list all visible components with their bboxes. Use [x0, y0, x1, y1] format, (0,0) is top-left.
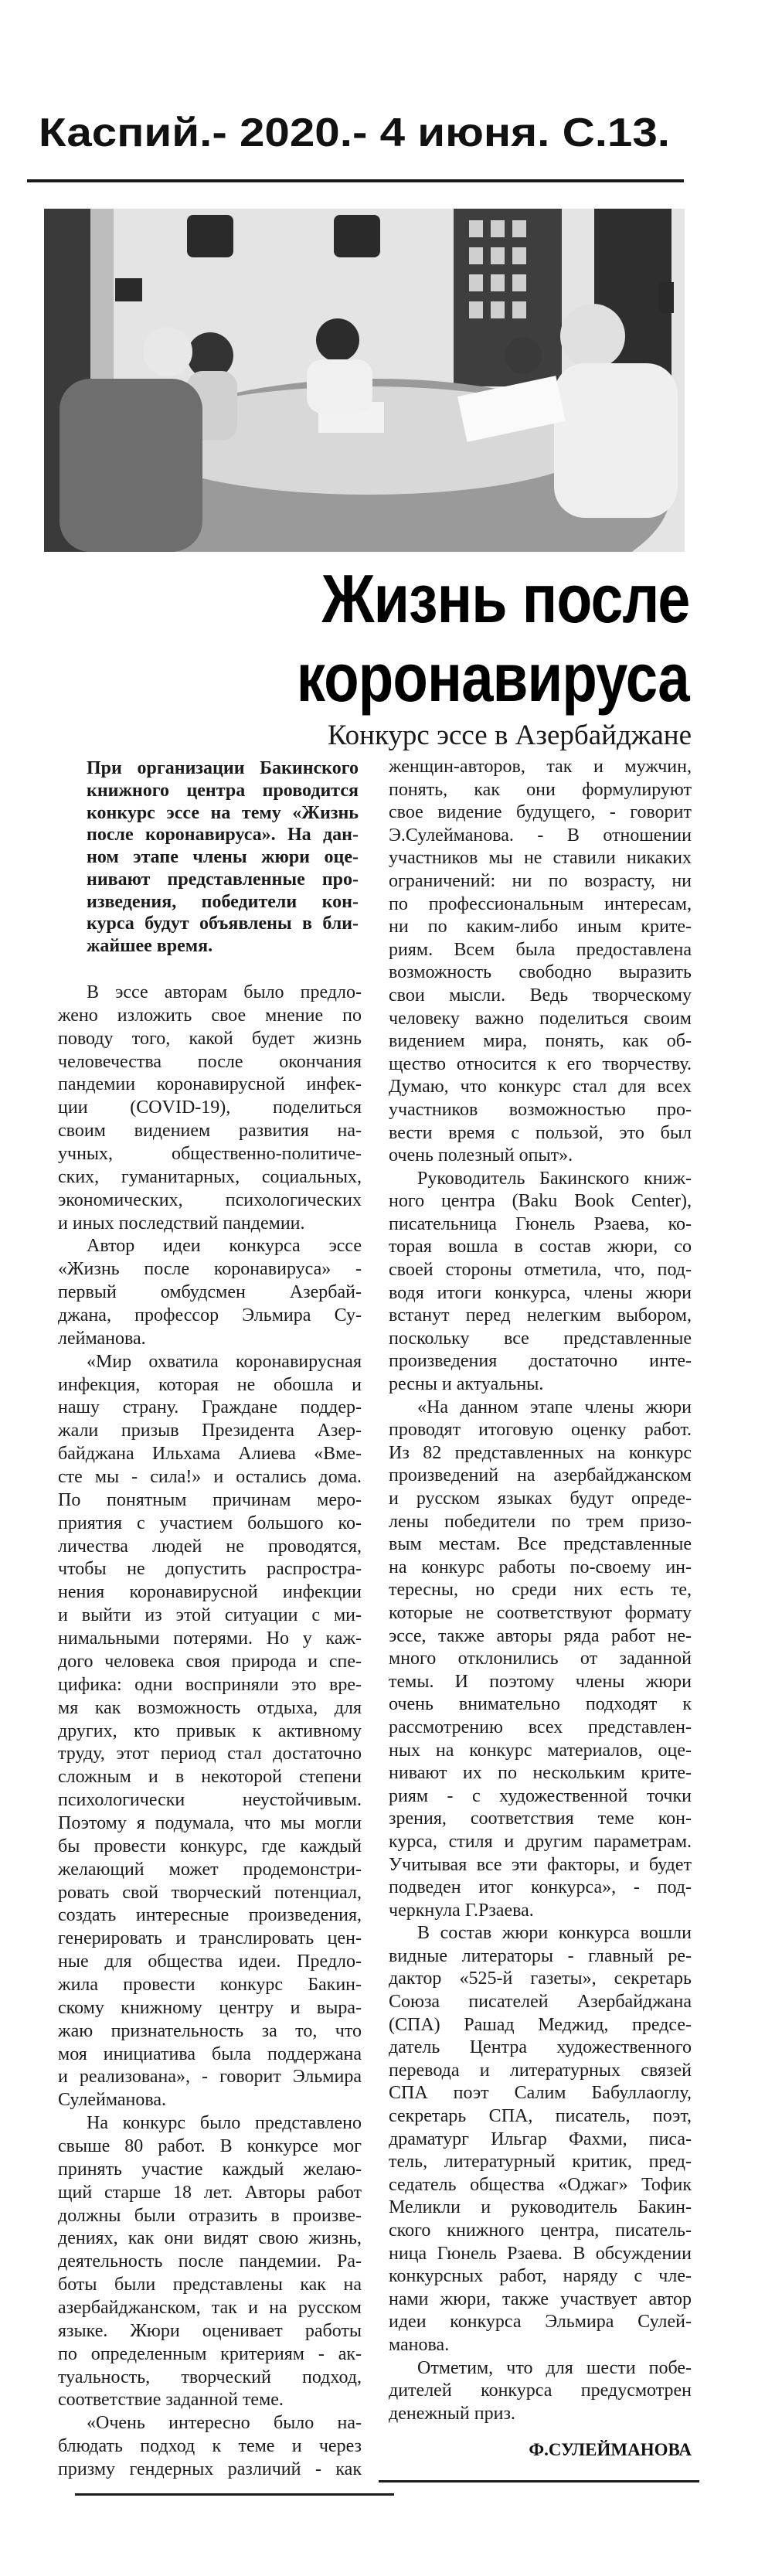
- text-line: языке. Жюри оценивает работы: [58, 2320, 362, 2341]
- text-line: сте мы - сила!» и остались дома.: [58, 1467, 362, 1488]
- article-column-right: [389, 756, 692, 2425]
- paragraph: [58, 1351, 362, 2112]
- text-line: джана, профессор Эльмира Су-: [58, 1305, 362, 1326]
- text-line: В эссе авторам было предло-: [87, 982, 362, 1002]
- text-line: курса, стиля и другим параметрам.: [389, 1831, 692, 1852]
- text-line: ции (COVID-19), поделиться: [58, 1097, 362, 1118]
- text-line: блюдать подход к теме и через: [58, 2436, 362, 2457]
- text-line: и выйти из этой ситуации с ми-: [58, 1605, 362, 1626]
- text-line: желающий может продемонстри-: [58, 1859, 362, 1880]
- text-line: соответствие заданной теме.: [58, 2390, 284, 2411]
- text-line: ресны и актуальны.: [389, 1374, 544, 1395]
- text-line: генерировать и транслировать цен-: [58, 1928, 362, 1949]
- text-line: денежный приз.: [389, 2403, 515, 2424]
- text-line: свое видение будущего, - говорит: [389, 802, 692, 823]
- text-line: риям. Всем была предоставлена: [389, 939, 692, 960]
- text-line: щий старше 18 лет. Авторы работ: [58, 2182, 362, 2203]
- text-line: Думаю, что конкурс стал для всех: [389, 1077, 692, 1097]
- text-line: первый омбудсмен Азербай-: [58, 1282, 362, 1303]
- text-line: видением мира, понять, как об-: [389, 1031, 692, 1052]
- text-line: зрения, соответствия теме кон-: [389, 1809, 692, 1829]
- text-line: личества людей не проводятся,: [58, 1536, 362, 1557]
- text-line: произведений на азербайджанском: [389, 1465, 692, 1486]
- text-line: ные для общества идеи. Предло-: [58, 1952, 362, 1972]
- text-line: свыше 80 работ. В конкурсе мог: [58, 2135, 362, 2156]
- text-line: ских, гуманитарных, социальных,: [58, 1166, 362, 1187]
- text-line: Руководитель Бакинского книж-: [417, 1168, 692, 1189]
- text-line: Из 82 представленных на конкурс: [389, 1442, 692, 1463]
- paragraph: [389, 1168, 692, 1397]
- text-line: байджана Ильхама Алиева «Вме-: [58, 1444, 362, 1465]
- text-line: щество относится к его творчеству.: [389, 1053, 692, 1074]
- text-line: свои мысли. Ведь творческому: [389, 985, 692, 1006]
- text-line: пандемии коронавирусной инфек-: [58, 1074, 362, 1095]
- paragraph: [58, 982, 362, 1235]
- lead-line: книжного центра проводится: [87, 780, 359, 801]
- text-line: и реализована», - говорит Эльмира: [58, 2067, 362, 2088]
- text-line: дителей конкурса предусмотрен: [389, 2380, 692, 2401]
- text-line: дениях, как они видят свою жизнь,: [58, 2228, 362, 2249]
- text-line: На конкурс было представлено: [87, 2113, 362, 2134]
- text-line: драматург Ильгар Фахми, писа-: [389, 2129, 692, 2149]
- text-line: дактор «525-й газеты», секретарь: [389, 1969, 692, 1989]
- text-line: нами жюри, также участвует автор: [389, 2288, 692, 2309]
- text-line: идеи конкурса Эльмира Сулей-: [389, 2312, 692, 2333]
- text-line: Учитывая все эти факторы, и будет: [389, 1854, 692, 1875]
- text-line: ница Гюнель Рзаева. В обсуждении: [389, 2243, 692, 2264]
- text-line: поводу того, какой будет жизнь: [58, 1028, 362, 1049]
- text-line: человечества после окончания: [58, 1051, 362, 1072]
- text-line: лены победители по трем призо-: [389, 1511, 692, 1532]
- text-line: очень полезный опыт».: [389, 1145, 573, 1166]
- text-line: конкурсных работ, наряду с чле-: [389, 2266, 692, 2287]
- text-line: своим видением развития на-: [58, 1121, 362, 1142]
- text-line: «Мир охватила коронавирусная: [87, 1351, 362, 1372]
- paragraph: [389, 1922, 692, 2357]
- lead-line: жайшее время.: [87, 936, 213, 956]
- text-line: бы провести конкурс, где каждый: [58, 1836, 362, 1856]
- paragraph: [389, 1397, 692, 1923]
- text-line: жила провести конкурс Бакин-: [58, 1974, 362, 1995]
- text-line: перевода и литературных связей: [389, 2060, 692, 2081]
- text-line: вым местам. Все представленные: [389, 1534, 692, 1555]
- text-line: учных, общественно-политиче-: [58, 1144, 362, 1165]
- footer-divider-left: [75, 2493, 394, 2496]
- text-line: «Жизнь после коронавируса» -: [58, 1259, 362, 1280]
- text-line: торая вошла в состав жюри, со: [389, 1237, 692, 1257]
- photo-jury-meeting: [44, 209, 685, 552]
- text-line: нения коронавирусной инфекции: [58, 1582, 362, 1603]
- text-line: подведен итог конкурса», - под-: [389, 1877, 692, 1898]
- text-line: сложным и в некоторой степени: [58, 1767, 362, 1788]
- text-line: нашу страну. Граждане поддер-: [58, 1397, 362, 1418]
- text-line: манова.: [389, 2334, 450, 2355]
- subheadline: Конкурс эссе в Азербайджане: [327, 720, 692, 751]
- text-line: видные литераторы - главный ре-: [389, 1945, 692, 1966]
- footer-divider-right: [379, 2480, 699, 2482]
- text-line: которые не соответствуют формату: [389, 1602, 692, 1623]
- text-line: по определенным критериям - ак-: [58, 2343, 362, 2364]
- text-line: жено изложить свое мнение по: [58, 1005, 362, 1026]
- text-line: черкнула Г.Рзаева.: [389, 1900, 534, 1921]
- text-line: СПА поэт Салим Бабуллаоглу,: [389, 2083, 692, 2104]
- text-line: седатель общества «Оджаг» Тофик: [389, 2174, 692, 2195]
- source-citation: Каспий.- 2020.- 4 июня. С.13.: [39, 111, 670, 155]
- text-line: возможность свободно выразить: [389, 962, 692, 983]
- text-line: мя как возможность отдыха, для: [58, 1697, 362, 1718]
- lead-line: При организации Бакинского: [87, 758, 359, 778]
- lead-line: после коронавируса». На дан-: [87, 825, 359, 846]
- lead-line: ном этапе члены жюри оце-: [87, 847, 359, 867]
- text-line: «На данном этапе члены жюри: [417, 1397, 692, 1417]
- text-line: инфекция, которая не обошла и: [58, 1374, 362, 1395]
- lead-line: нивают представленные про-: [87, 869, 359, 890]
- text-line: ных на конкурс материалов, оце-: [389, 1740, 692, 1761]
- text-line: и иных последствий пандемии.: [58, 1213, 305, 1234]
- text-line: призму гендерных различий - как: [58, 2459, 362, 2479]
- text-line: создать интересные произведения,: [58, 1905, 362, 1926]
- text-line: Автор идеи конкурса эссе: [87, 1236, 362, 1257]
- text-line: В состав жюри конкурса вошли: [417, 1923, 692, 1944]
- text-line: нивают их по нескольким крите-: [389, 1763, 692, 1784]
- paragraph: [58, 2112, 362, 2412]
- lead-line: курса будут объявлены в бли-: [87, 914, 359, 934]
- text-line: и русском языках будут опреде-: [389, 1489, 692, 1509]
- text-line: произведения достаточно инте-: [389, 1351, 692, 1372]
- text-line: чтобы не допустить распростра-: [58, 1559, 362, 1580]
- text-line: ограничений: ни по возрасту, ни: [389, 870, 692, 891]
- text-line: ровать свой творческий потенциал,: [58, 1882, 362, 1903]
- text-line: экономических, психологических: [58, 1189, 362, 1210]
- header-divider: [27, 179, 684, 182]
- text-line: Меликли и руководитель Бакин-: [389, 2197, 692, 2218]
- text-line: участников мы не ставили никаких: [389, 848, 692, 869]
- text-line: боты были представлены как на: [58, 2275, 362, 2295]
- text-line: ни по каким-либо иным крите-: [389, 917, 692, 938]
- text-line: риям - с художественной точки: [389, 1785, 692, 1806]
- text-line: приятия с участием большого ко-: [58, 1513, 362, 1533]
- text-line: понять, как они формулируют: [389, 779, 692, 800]
- text-line: писательница Гюнель Рзаева, ко-: [389, 1213, 692, 1234]
- text-line: на конкурс работы по-своему ин-: [389, 1557, 692, 1577]
- lead-line: конкурс эссе на тему «Жизнь: [87, 802, 359, 823]
- text-line: темы. И поэтому члены жюри: [389, 1671, 692, 1692]
- text-line: азербайджанском, так и на русском: [58, 2297, 362, 2318]
- text-line: должны были отразить в произве-: [58, 2205, 362, 2226]
- author-signature: Ф.СУЛЕЙМАНОВА: [529, 2440, 692, 2459]
- text-line: тересны, но среди них есть те,: [389, 1580, 692, 1601]
- text-line: психологически неустойчивым.: [58, 1790, 362, 1811]
- text-line: водя итоги конкурса, члены жюри: [389, 1282, 692, 1303]
- text-line: цифика: одни восприняли это вре-: [58, 1674, 362, 1695]
- text-line: ского книжного центра, писатель-: [389, 2220, 692, 2241]
- text-line: ного центра (Baku Book Center),: [389, 1191, 692, 1212]
- paragraph: [389, 2357, 692, 2426]
- text-line: вести время с пользой, это был: [389, 1122, 692, 1143]
- text-line: Отметим, что для шести побе-: [417, 2357, 692, 2378]
- text-line: участников возможностью про-: [389, 1099, 692, 1120]
- text-line: жаю признательность за то, что: [58, 2020, 362, 2041]
- text-line: Союза писателей Азербайджана: [389, 1992, 692, 2013]
- text-line: своей стороны отметила, что, под-: [389, 1260, 692, 1281]
- text-line: секретарь СПА, писатель, поэт,: [389, 2106, 692, 2127]
- text-line: Сулейманова.: [58, 2090, 167, 2111]
- text-line: человеку важно поделиться своим: [389, 1008, 692, 1029]
- headline-line-1: Жизнь после: [321, 560, 689, 637]
- text-line: очень внимательно подходят к: [389, 1694, 692, 1715]
- paragraph: [58, 2412, 362, 2482]
- text-line: по профессиональным интересам,: [389, 893, 692, 914]
- paragraph: [389, 756, 692, 1168]
- text-line: По понятным причинам меро-: [58, 1489, 362, 1510]
- paragraph: [58, 1235, 362, 1350]
- text-line: поскольку все представленные: [389, 1328, 692, 1349]
- text-line: скому книжному центру и выра-: [58, 1997, 362, 2018]
- text-line: эссе, также авторы ряда работ не-: [389, 1625, 692, 1646]
- text-line: других, кто привык к активному: [58, 1720, 362, 1741]
- article-column-left: [58, 982, 362, 2482]
- text-line: моя инициатива была поддержана: [58, 2043, 362, 2064]
- text-line: дого человека своя природа и спе-: [58, 1651, 362, 1672]
- text-line: жали призыв Президента Азер-: [58, 1421, 362, 1441]
- text-line: деятельность после пандемии. Ра-: [58, 2251, 362, 2272]
- text-line: встанут перед нелегким выбором,: [389, 1305, 692, 1326]
- text-line: «Очень интересно было на-: [87, 2413, 362, 2434]
- text-line: тель, литературный критик, пред-: [389, 2152, 692, 2173]
- text-line: женщин-авторов, так и мужчин,: [389, 757, 692, 777]
- lead-line: изведения, победители кон-: [87, 891, 359, 912]
- text-line: туальность, творческий подход,: [58, 2367, 362, 2387]
- text-line: рассмотрению всех представлен-: [389, 1717, 692, 1737]
- text-line: труду, этот период стал достаточно: [58, 1744, 362, 1764]
- lead-paragraph: [87, 757, 359, 958]
- headline-line-2: коронавируса: [297, 639, 689, 716]
- text-line: принять участие каждый желаю-: [58, 2159, 362, 2180]
- text-line: лейманова.: [58, 1328, 146, 1349]
- text-line: (СПА) Рашад Меджид, предсе-: [389, 2014, 692, 2035]
- text-line: датель Центра художественного: [389, 2037, 692, 2058]
- text-line: нимальными потерями. Но у каж-: [58, 1628, 362, 1649]
- text-line: Поэтому я подумала, что мы могли: [58, 1812, 362, 1833]
- text-line: проводят итоговую оценку работ.: [389, 1420, 692, 1441]
- text-line: Э.Сулейманова. - В отношении: [389, 825, 692, 846]
- text-line: много отклонились от заданной: [389, 1649, 692, 1669]
